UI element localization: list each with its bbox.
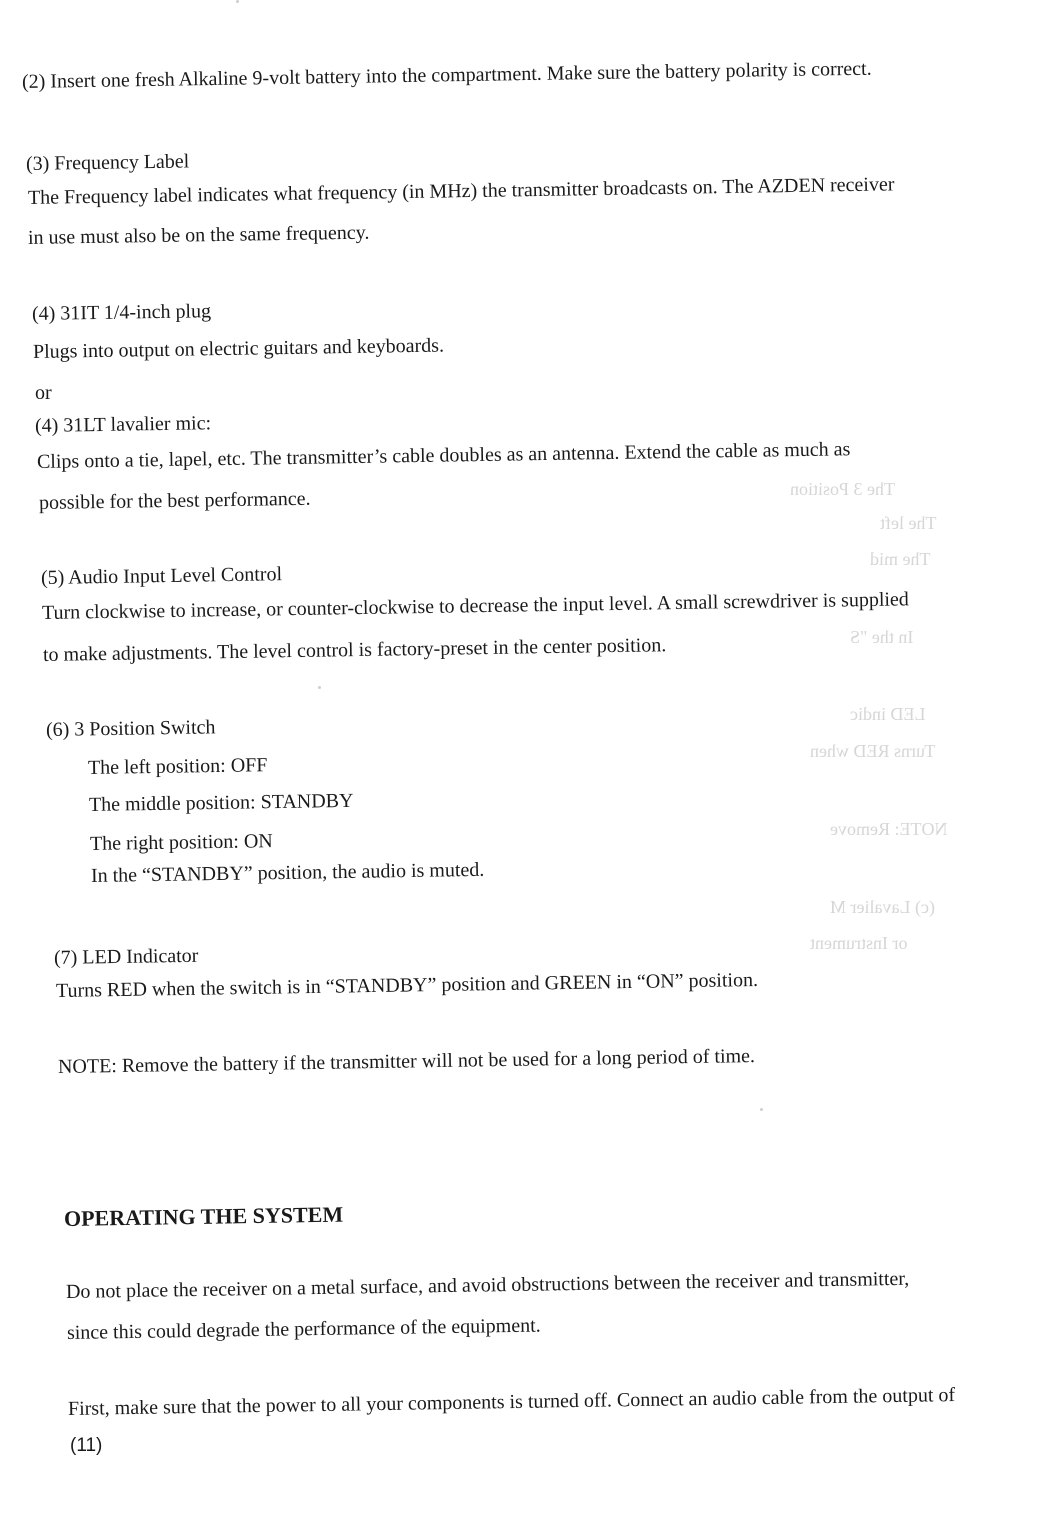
frequency-label-text-1: The Frequency label indicates what frequency (in MHz) the transmitter broadcasts on. The AZDEN receiver — [27, 173, 895, 209]
lavalier-heading: (4) 31LT lavalier mic: — [34, 412, 212, 437]
battery-instruction: (2) Insert one fresh Alkaline 9-volt battery into the compartment. Make sure the battery polarity is correct. — [21, 57, 872, 93]
audio-level-text-2: to make adjustments. The level control is factory-preset in the center position. — [42, 634, 667, 666]
switch-heading: (6) 3 Position Switch — [45, 716, 216, 741]
bleed-through-decoration: In the "S — [850, 627, 914, 647]
frequency-label-heading: (3) Frequency Label — [25, 150, 190, 175]
led-heading: (7) LED Indicator — [53, 944, 199, 969]
bleed-through-decoration: LED indic — [850, 704, 926, 724]
bleed-through-decoration: (c) Lavalier M — [830, 897, 935, 917]
battery-removal-note: NOTE: Remove the battery if the transmitter will not be used for a long period of time. — [57, 1045, 756, 1078]
operating-heading: OPERATING THE SYSTEM — [63, 1201, 344, 1231]
switch-middle-position: The middle position: STANDBY — [88, 789, 354, 816]
bleed-through-decoration: NOTE: Remove — [830, 819, 948, 839]
plug-heading: (4) 31IT 1/4-inch plug — [31, 300, 212, 325]
speck-decoration — [760, 1108, 763, 1111]
bleed-through-decoration: The 3 Position — [790, 479, 896, 499]
switch-standby-note: In the “STANDBY” position, the audio is muted. — [90, 858, 485, 887]
speck-decoration — [318, 686, 321, 689]
bleed-through-decoration: The mid — [870, 549, 931, 569]
led-text: Turns RED when the switch is in “STANDBY” position and GREEN in “ON” position. — [55, 968, 759, 1002]
frequency-label-text-2: in use must also be on the same frequency. — [27, 221, 370, 249]
lavalier-text-2: possible for the best performance. — [38, 487, 311, 514]
or-separator: or — [35, 382, 52, 404]
plug-text: Plugs into output on electric guitars and keyboards. — [32, 334, 445, 363]
lavalier-text-1: Clips onto a tie, lapel, etc. The transmitter’s cable doubles as an antenna. Extend the cable as much as — [36, 438, 851, 473]
operating-text-2: since this could degrade the performance of the equipment. — [66, 1314, 541, 1344]
audio-level-text-1: Turn clockwise to increase, or counter-clockwise to decrease the input level. A small screwdriver is supplied — [41, 588, 910, 624]
operating-text-1: Do not place the receiver on a metal surface, and avoid obstructions between the receiver and transmitter, — [65, 1267, 910, 1303]
bleed-through-decoration: Turns RED when — [810, 741, 936, 761]
bleed-through-decoration: The left — [880, 513, 937, 533]
bleed-through-decoration: or Instrument — [810, 933, 908, 953]
audio-level-heading: (5) Audio Input Level Control — [40, 563, 283, 589]
switch-left-position: The left position: OFF — [87, 754, 268, 779]
page-number: (11) — [70, 1435, 103, 1456]
switch-right-position: The right position: ON — [89, 830, 273, 855]
operating-text-3: First, make sure that the power to all your components is turned off. Connect an audio cable from the output of — [67, 1384, 956, 1420]
speck-decoration — [236, 0, 239, 3]
